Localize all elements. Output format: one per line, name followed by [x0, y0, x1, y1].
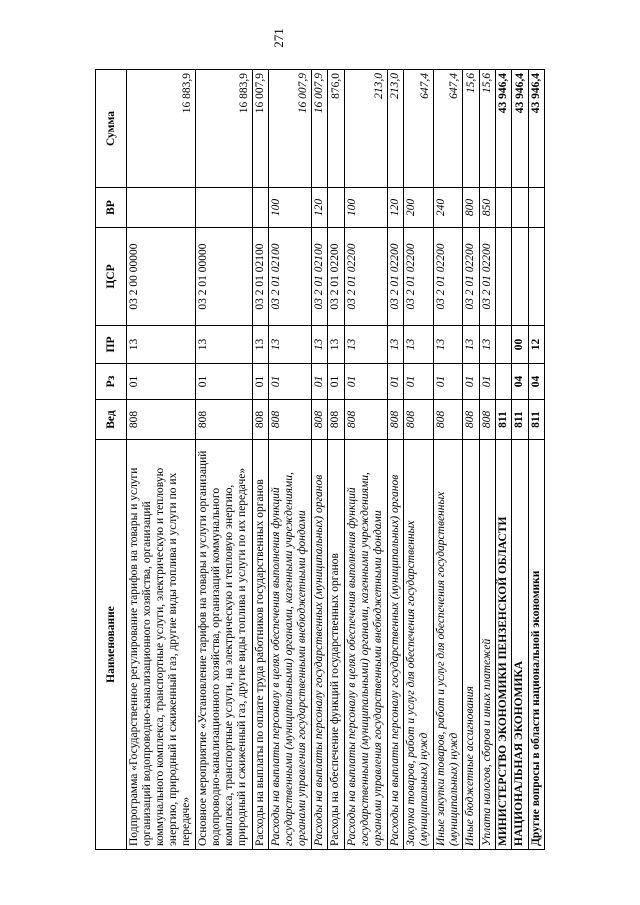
cell-csr: 03 2 01 02100: [269, 228, 312, 326]
cell-csr: 03 2 01 02200: [463, 228, 479, 326]
cell-sum: 213,0: [344, 70, 387, 188]
table-row: [269, 70, 312, 850]
cell-sum: 16 007,9: [269, 70, 312, 188]
cell-vr: 120: [387, 188, 403, 228]
cell-ved: 808: [433, 400, 463, 440]
table-row: [328, 70, 344, 850]
cell-rz: 01: [479, 364, 495, 400]
cell-ved: 811: [512, 400, 528, 440]
cell-rz: 01: [344, 364, 387, 400]
cell-sum: 647,4: [403, 70, 433, 188]
cell-sum: 876,0: [328, 70, 344, 188]
cell-ved: 808: [311, 400, 327, 440]
cell-csr: 03 2 01 02200: [387, 228, 403, 326]
cell-name: Уплата налогов, сборов и иных платежей: [479, 440, 495, 850]
cell-sum: 16 007,9: [252, 70, 268, 188]
cell-ved: 808: [269, 400, 312, 440]
cell-csr: [528, 228, 544, 326]
cell-csr: 03 2 01 02200: [344, 228, 387, 326]
header-sum: Сумма: [96, 70, 127, 188]
table-row: [403, 70, 433, 850]
cell-vr: 800: [463, 188, 479, 228]
cell-rz: 01: [269, 364, 312, 400]
cell-vr: [495, 188, 511, 228]
cell-pr: 12: [528, 326, 544, 364]
header-ved: Вед: [96, 400, 127, 440]
cell-vr: [127, 188, 196, 228]
cell-vr: [328, 188, 344, 228]
cell-ved: 808: [403, 400, 433, 440]
cell-ved: 808: [127, 400, 196, 440]
cell-name: НАЦИОНАЛЬНАЯ ЭКОНОМИКА: [512, 440, 528, 850]
cell-sum: 16 883,9: [196, 70, 252, 188]
table-row: [127, 70, 196, 850]
cell-pr: 13: [344, 326, 387, 364]
cell-ved: 808: [252, 400, 268, 440]
cell-vr: [512, 188, 528, 228]
cell-ved: 808: [196, 400, 252, 440]
table-row: [344, 70, 387, 850]
cell-ved: 808: [479, 400, 495, 440]
table-row: [528, 70, 544, 850]
cell-ved: 811: [495, 400, 511, 440]
cell-csr: 03 2 01 02200: [433, 228, 463, 326]
cell-vr: [528, 188, 544, 228]
cell-name: Расходы на выплаты персоналу государственных (муниципальных) органов: [311, 440, 327, 850]
cell-rz: 01: [127, 364, 196, 400]
cell-rz: 01: [387, 364, 403, 400]
cell-csr: 03 2 01 02100: [311, 228, 327, 326]
cell-ved: 808: [387, 400, 403, 440]
cell-rz: 01: [403, 364, 433, 400]
table-row: [479, 70, 495, 850]
cell-rz: 01: [328, 364, 344, 400]
cell-vr: 200: [403, 188, 433, 228]
cell-csr: 03 2 01 02100: [252, 228, 268, 326]
cell-pr: 13: [479, 326, 495, 364]
cell-vr: 100: [269, 188, 312, 228]
cell-csr: [512, 228, 528, 326]
cell-pr: 13: [433, 326, 463, 364]
cell-rz: 01: [196, 364, 252, 400]
cell-name: Иные бюджетные ассигнования: [463, 440, 479, 850]
cell-pr: 13: [311, 326, 327, 364]
cell-pr: 13: [252, 326, 268, 364]
table-row: [311, 70, 327, 850]
header-name: Наименование: [96, 440, 127, 850]
cell-ved: 808: [328, 400, 344, 440]
cell-csr: 03 2 00 00000: [127, 228, 196, 326]
cell-name: Расходы на выплаты персоналу государственных (муниципальных) органов: [387, 440, 403, 850]
cell-rz: [495, 364, 511, 400]
cell-name: Подпрограмма «Государственное регулирование тарифов на товары и услуги организаций водопроводно-канализационного хозяйства, организаций коммунального комплекса, транспортные услуги, электрическую и тепловую энергию, природный и сжиженный газ, другие виды топлива и услуги по их передаче»: [127, 440, 196, 850]
cell-rz: 01: [433, 364, 463, 400]
cell-rz: 01: [311, 364, 327, 400]
cell-name: Основное мероприятие «Установление тарифов на товары и услуги организаций водопроводно-канализационного хозяйства, организаций коммунального комплекса, транспортные услуги, на электрическую и тепловую энергию, природный и сжиженный газ, другие виды топлива и услуги по их передаче»: [196, 440, 252, 850]
table-row: [463, 70, 479, 850]
cell-vr: 240: [433, 188, 463, 228]
cell-pr: 13: [328, 326, 344, 364]
cell-rz: 01: [252, 364, 268, 400]
cell-name: Расходы на выплаты по оплате труда работников государственных органов: [252, 440, 268, 850]
cell-pr: 13: [463, 326, 479, 364]
cell-sum: 15,6: [479, 70, 495, 188]
cell-name: Иные закупки товаров, работ и услуг для обеспечения государственных (муниципальных) нужд: [433, 440, 463, 850]
cell-sum: 43 946,4: [512, 70, 528, 188]
cell-sum: 16 883,9: [127, 70, 196, 188]
table-row: [433, 70, 463, 850]
cell-ved: 811: [528, 400, 544, 440]
cell-name: Расходы на выплаты персоналу в целях обеспечения выполнения функций государственными (муниципальными) органами, казенными учреждениями, органами управления государственными внебюджетными фондами: [344, 440, 387, 850]
budget-table: [95, 69, 545, 850]
cell-pr: 13: [387, 326, 403, 364]
cell-sum: 213,0: [387, 70, 403, 188]
header-rz: Рз: [96, 364, 127, 400]
table-row: [512, 70, 528, 850]
cell-pr: 13: [403, 326, 433, 364]
cell-ved: 808: [344, 400, 387, 440]
cell-rz: 04: [528, 364, 544, 400]
cell-sum: 15,6: [463, 70, 479, 188]
table-row: [387, 70, 403, 850]
cell-name: Расходы на выплаты персоналу в целях обеспечения выполнения функций государственными (муниципальными) органами, казенными учреждениями, органами управления государственными внебюджетными фондами: [269, 440, 312, 850]
cell-csr: 03 2 01 00000: [196, 228, 252, 326]
cell-vr: [252, 188, 268, 228]
cell-sum: 43 946,4: [528, 70, 544, 188]
cell-pr: 13: [269, 326, 312, 364]
cell-vr: 120: [311, 188, 327, 228]
cell-sum: 43 946,4: [495, 70, 511, 188]
cell-name: Другие вопросы в области национальной экономики: [528, 440, 544, 850]
page-number: 271: [271, 28, 286, 48]
cell-sum: 16 007,9: [311, 70, 327, 188]
header-pr: ПР: [96, 326, 127, 364]
cell-rz: 01: [463, 364, 479, 400]
table-row: [252, 70, 268, 850]
cell-csr: [495, 228, 511, 326]
cell-vr: 850: [479, 188, 495, 228]
table-body: [127, 70, 545, 850]
table-header-row: [96, 70, 127, 850]
cell-pr: 00: [512, 326, 528, 364]
cell-csr: 03 2 01 02200: [328, 228, 344, 326]
cell-name: МИНИСТЕРСТВО ЭКОНОМИКИ ПЕНЗЕНСКОЙ ОБЛАСТИ: [495, 440, 511, 850]
budget-table-container: [95, 70, 545, 850]
cell-csr: 03 2 01 02200: [479, 228, 495, 326]
cell-vr: [196, 188, 252, 228]
table-row: [495, 70, 511, 850]
cell-pr: 13: [196, 326, 252, 364]
cell-rz: 04: [512, 364, 528, 400]
header-vr: ВР: [96, 188, 127, 228]
cell-vr: 100: [344, 188, 387, 228]
cell-pr: 13: [127, 326, 196, 364]
cell-sum: 647,4: [433, 70, 463, 188]
cell-name: Расходы на обеспечение функций государственных органов: [328, 440, 344, 850]
cell-csr: 03 2 01 02200: [403, 228, 433, 326]
header-csr: ЦСР: [96, 228, 127, 326]
table-row: [196, 70, 252, 850]
cell-name: Закупка товаров, работ и услуг для обеспечения государственных (муниципальных) нужд: [403, 440, 433, 850]
cell-pr: [495, 326, 511, 364]
cell-ved: 808: [463, 400, 479, 440]
